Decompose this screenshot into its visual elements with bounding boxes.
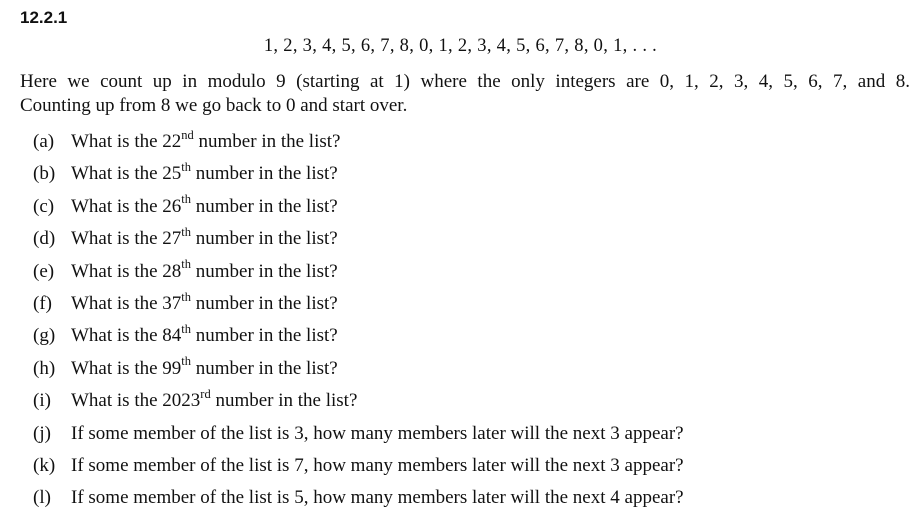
intro-paragraph xyxy=(20,70,910,118)
question-text xyxy=(71,322,338,347)
question-label: (j) xyxy=(33,422,51,444)
question-text-main: What is the 27 xyxy=(71,228,182,250)
question-label: (f) xyxy=(33,292,52,314)
question-text-main: What is the 22 xyxy=(71,131,182,152)
question-label: (b) xyxy=(33,163,56,185)
question-e xyxy=(33,257,684,292)
question-text-rest: number in the list? xyxy=(210,390,358,412)
question-c xyxy=(33,192,684,227)
question-a xyxy=(33,127,684,162)
question-text xyxy=(71,192,338,217)
question-label: (d) xyxy=(33,228,56,250)
question-label: (g) xyxy=(33,325,56,347)
question-text xyxy=(71,423,684,444)
ordinal-suffix: th xyxy=(181,289,192,304)
question-h xyxy=(33,354,684,389)
question-i xyxy=(33,386,684,421)
question-b xyxy=(33,162,684,194)
question-text xyxy=(71,386,358,412)
section-number: 12.2.1 xyxy=(20,8,68,27)
question-text-main: What is the 25 xyxy=(71,163,182,185)
question-label: (k) xyxy=(33,454,56,476)
question-text-main: If some member of the list is 3, how many members later will the next 3 appear? xyxy=(71,422,684,444)
question-text-rest: number in the list? xyxy=(191,357,338,379)
question-text-rest: number in the list? xyxy=(191,260,338,282)
question-text xyxy=(71,487,684,508)
ordinal-suffix: th xyxy=(181,257,192,272)
question-text-main: What is the 99 xyxy=(71,357,182,379)
ordinal-suffix: nd xyxy=(181,127,194,142)
question-f xyxy=(33,289,684,324)
question-l xyxy=(33,486,684,518)
question-text xyxy=(71,224,338,250)
question-j xyxy=(33,422,684,454)
question-list xyxy=(33,127,684,519)
ordinal-suffix: th xyxy=(181,160,192,175)
question-text-rest: number in the list? xyxy=(191,325,338,347)
question-text-main: If some member of the list is 5, how many members later will the next 4 appear? xyxy=(71,487,684,509)
intro-line-1: Here we count up in modulo 9 (starting at 1) where the only integers are 0, 1, 2, 3, 4, 5, 6, 7, and 8. xyxy=(20,71,910,92)
question-text-rest: number in the list? xyxy=(191,195,338,217)
question-text xyxy=(71,354,338,379)
question-label: (h) xyxy=(33,357,56,379)
question-text-main: What is the 28 xyxy=(71,260,182,282)
question-label: (e) xyxy=(33,260,55,282)
question-g xyxy=(33,324,684,356)
question-text-main: What is the 84 xyxy=(71,325,182,347)
question-text xyxy=(71,160,338,185)
question-text-rest: number in the list? xyxy=(191,163,338,185)
question-text-main: If some member of the list is 7, how many members later will the next 3 appear? xyxy=(71,454,684,476)
question-text-main: What is the 37 xyxy=(71,292,182,314)
ordinal-suffix: rd xyxy=(200,386,211,401)
question-text-rest: number in the list? xyxy=(191,228,338,250)
question-d xyxy=(33,224,684,259)
question-text xyxy=(71,127,341,152)
ordinal-suffix: th xyxy=(181,224,192,239)
question-text-main: What is the 26 xyxy=(71,195,182,217)
ordinal-suffix: th xyxy=(181,192,192,207)
ordinal-suffix: th xyxy=(181,354,192,369)
question-label: (i) xyxy=(33,390,51,412)
question-text-rest: number in the list? xyxy=(193,131,341,152)
question-label: (a) xyxy=(33,131,55,152)
intro-line-2: Counting up from 8 we go back to 0 and start over. xyxy=(20,95,408,116)
question-label: (c) xyxy=(33,195,55,217)
question-text-main: What is the 2023 xyxy=(71,390,201,412)
question-text xyxy=(71,257,338,282)
ordinal-suffix: th xyxy=(181,322,192,337)
question-text xyxy=(71,455,684,476)
question-text-rest: number in the list? xyxy=(191,292,338,314)
sequence-display: 1, 2, 3, 4, 5, 6, 7, 8, 0, 1, 2, 3, 4, 5, 6, 7, 8, 0, 1, . . . xyxy=(263,36,658,56)
question-label: (l) xyxy=(33,487,51,509)
question-text xyxy=(71,289,338,314)
question-k xyxy=(33,454,684,486)
